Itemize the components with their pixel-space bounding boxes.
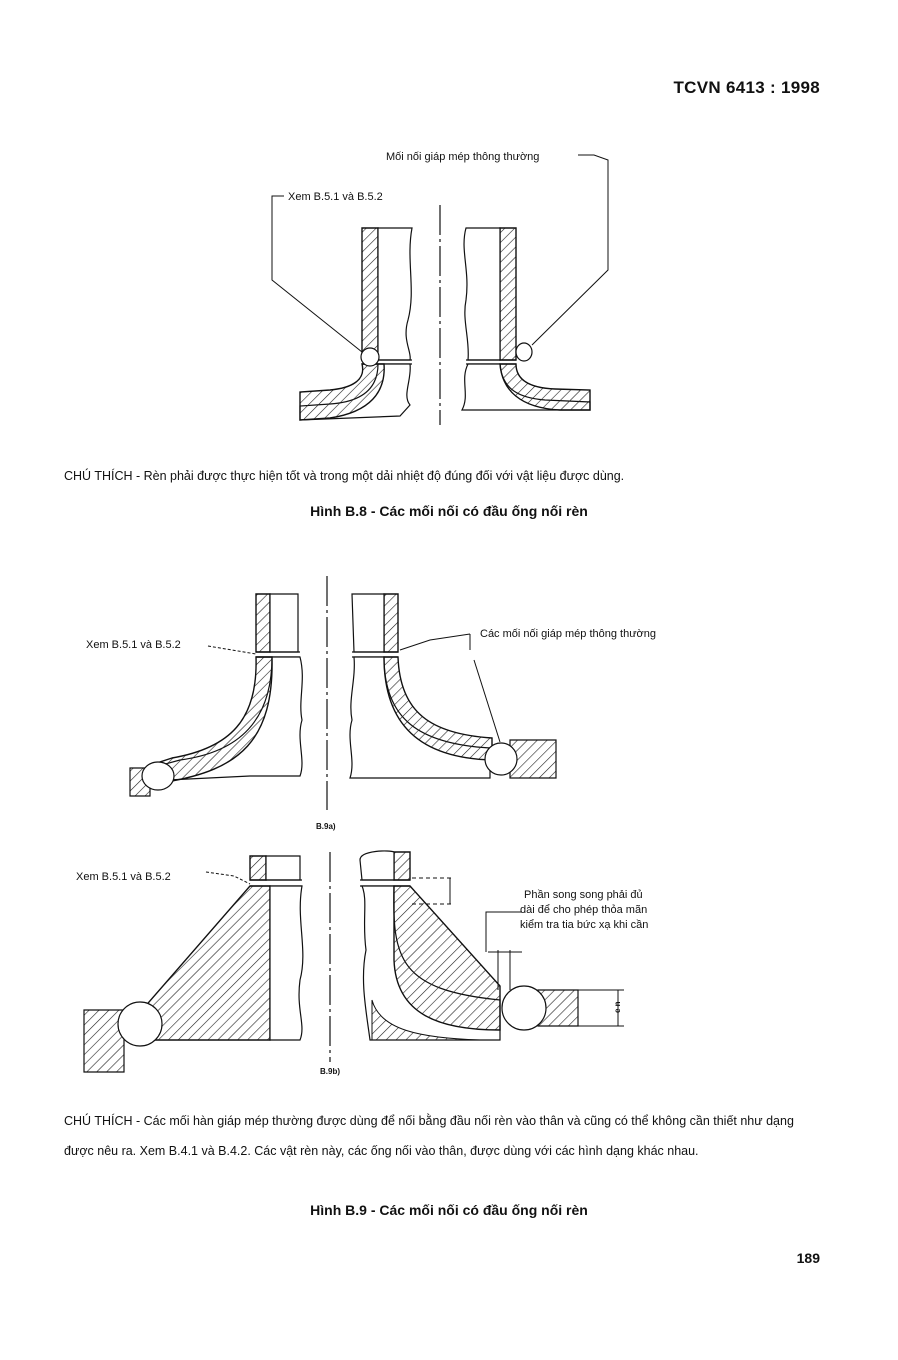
b9b-left-forging [84,856,303,1072]
b9-caption: Hình B.9 - Các mối nối có đầu ống nối rèn [310,1202,588,1218]
b8-label-see: Xem B.5.1 và B.5.2 [288,191,383,203]
b8-label-butt-joint: Mối nối giáp mép thông thường [386,151,540,163]
b9a-left-forging [130,594,302,796]
b9b-right-forging [360,851,578,1040]
figure-b9a-drawing [0,570,898,840]
b9-note: CHÚ THÍCH - Các mối hàn giáp mép thường được dùng để nối bằng đầu nối rèn vào thân và cũng có thể không cần thiết như dạng được nêu ra. Xem B.4.1 và B.4.2. Các vật rèn này, các ống nối vào thân, được dùng với các hình dạng khác nhau. [64,1114,794,1158]
b9a-label-butt-joints: Các mối nối giáp mép thông thường [480,628,657,640]
b9b-label-parallel-3: kiểm tra tia bức xạ khi cần [520,919,649,931]
figure-b8-drawing [0,140,898,440]
b9b-label-parallel-2: dài để cho phép thỏa mãn [520,904,648,916]
page-number: 189 [796,1250,820,1266]
b9b-label-parallel-1: Phần song song phải đủ [524,889,643,901]
standard-code: TCVN 6413 : 1998 [673,78,820,97]
b8-right-forging [462,228,590,410]
b9a-right-forging [350,594,556,778]
b8-note: CHÚ THÍCH - Rèn phải được thực hiện tốt và trong một dải nhiệt độ đúng đối với vật liệu được dùng. [64,469,625,483]
b9b-sublabel: B.9b) [320,1067,340,1076]
b8-caption: Hình B.8 - Các mối nối có đầu ống nối rèn [310,503,588,519]
b9b-label-see: Xem B.5.1 và B.5.2 [76,871,171,883]
b9a-label-see: Xem B.5.1 và B.5.2 [86,639,181,651]
figure-b9b-drawing [0,840,898,1080]
b9a-sublabel: B.9a) [316,822,336,831]
b8-left-forging [300,228,412,420]
b9b-label-en: e n [613,1001,622,1013]
